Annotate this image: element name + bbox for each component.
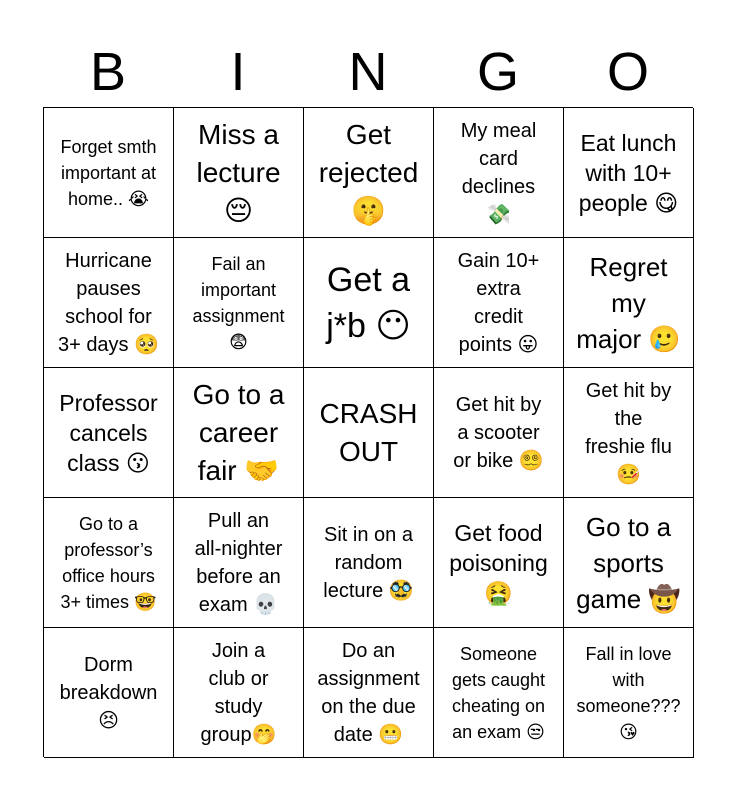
bingo-cell[interactable] xyxy=(564,498,694,628)
cell-label: Pull an all-nighter before an exam 💀 xyxy=(194,509,283,616)
cell-label: Fail an important assignment 😨 xyxy=(192,253,285,352)
cell-label: Eat lunch with 10+ people 😋 xyxy=(578,129,679,216)
cell-label: Someone gets caught cheating on an exam 😒 xyxy=(451,643,546,742)
header-letter-g: G xyxy=(476,42,519,102)
bingo-cell[interactable] xyxy=(304,498,434,628)
bingo-cell[interactable] xyxy=(434,108,564,238)
cell-label: Join a club or study group🤭 xyxy=(200,639,277,746)
cell-label: My meal card declines 💸 xyxy=(460,119,537,226)
cell-label: Sit in on a random lecture 🥸 xyxy=(323,523,414,602)
cell-label: Professor cancels class 😗 xyxy=(59,389,158,476)
bingo-cell[interactable] xyxy=(434,238,564,368)
cell-label: Hurricane pauses school for 3+ days 🥺 xyxy=(57,249,160,356)
bingo-cell[interactable] xyxy=(44,628,174,758)
bingo-grid xyxy=(43,107,693,757)
cell-label: Get hit by a scooter or bike 😵‍💫 xyxy=(453,393,544,472)
cell-label: Miss a lecture 😔 xyxy=(196,118,281,226)
cell-label: Gain 10+ extra credit points 😛 xyxy=(457,249,540,356)
bingo-cell[interactable] xyxy=(304,238,434,368)
cell-label: Do an assignment on the due date 😬 xyxy=(317,639,420,746)
bingo-cell[interactable] xyxy=(174,628,304,758)
cell-label: Go to a career fair 🤝 xyxy=(192,378,285,486)
bingo-cell[interactable] xyxy=(44,498,174,628)
bingo-cell[interactable] xyxy=(564,238,694,368)
bingo-cell[interactable] xyxy=(304,628,434,758)
cell-label: Go to a sports game 🤠 xyxy=(576,511,681,614)
header-letter-n: N xyxy=(348,42,388,102)
header-letter-b: B xyxy=(89,42,127,102)
free-space-label: CRASH OUT xyxy=(319,397,418,467)
bingo-cell[interactable] xyxy=(44,108,174,238)
bingo-cell[interactable] xyxy=(174,498,304,628)
cell-label: Get a j*b 😶 xyxy=(326,260,411,345)
cell-label: Regret my major 🥲 xyxy=(576,251,681,354)
cell-label: Dorm breakdown 😣 xyxy=(59,653,158,732)
bingo-cell[interactable] xyxy=(564,628,694,758)
header-letter-o: O xyxy=(606,42,649,102)
bingo-cell[interactable] xyxy=(304,108,434,238)
cell-label: Go to a professor’s office hours 3+ times 🤓 xyxy=(60,513,157,612)
bingo-cell[interactable] xyxy=(44,238,174,368)
cell-label: Get food poisoning 🤮 xyxy=(449,519,548,606)
bingo-cell[interactable] xyxy=(564,108,694,238)
bingo-cell[interactable] xyxy=(434,628,564,758)
cell-label: Fall in love with someone??? 😘 xyxy=(576,643,681,742)
bingo-cell[interactable] xyxy=(434,368,564,498)
cell-label: Get rejected 🤫 xyxy=(318,118,419,226)
bingo-cell[interactable] xyxy=(174,238,304,368)
header-letter-i: I xyxy=(230,42,246,102)
bingo-cell[interactable] xyxy=(174,108,304,238)
bingo-cell[interactable] xyxy=(44,368,174,498)
bingo-cell[interactable] xyxy=(174,368,304,498)
cell-label: Get hit by the freshie flu 🤒 xyxy=(585,379,672,486)
bingo-cell[interactable] xyxy=(434,498,564,628)
bingo-header xyxy=(43,36,693,108)
free-space[interactable] xyxy=(304,368,434,498)
bingo-cell[interactable] xyxy=(564,368,694,498)
cell-label: Forget smth important at home.. 😭 xyxy=(60,136,157,209)
